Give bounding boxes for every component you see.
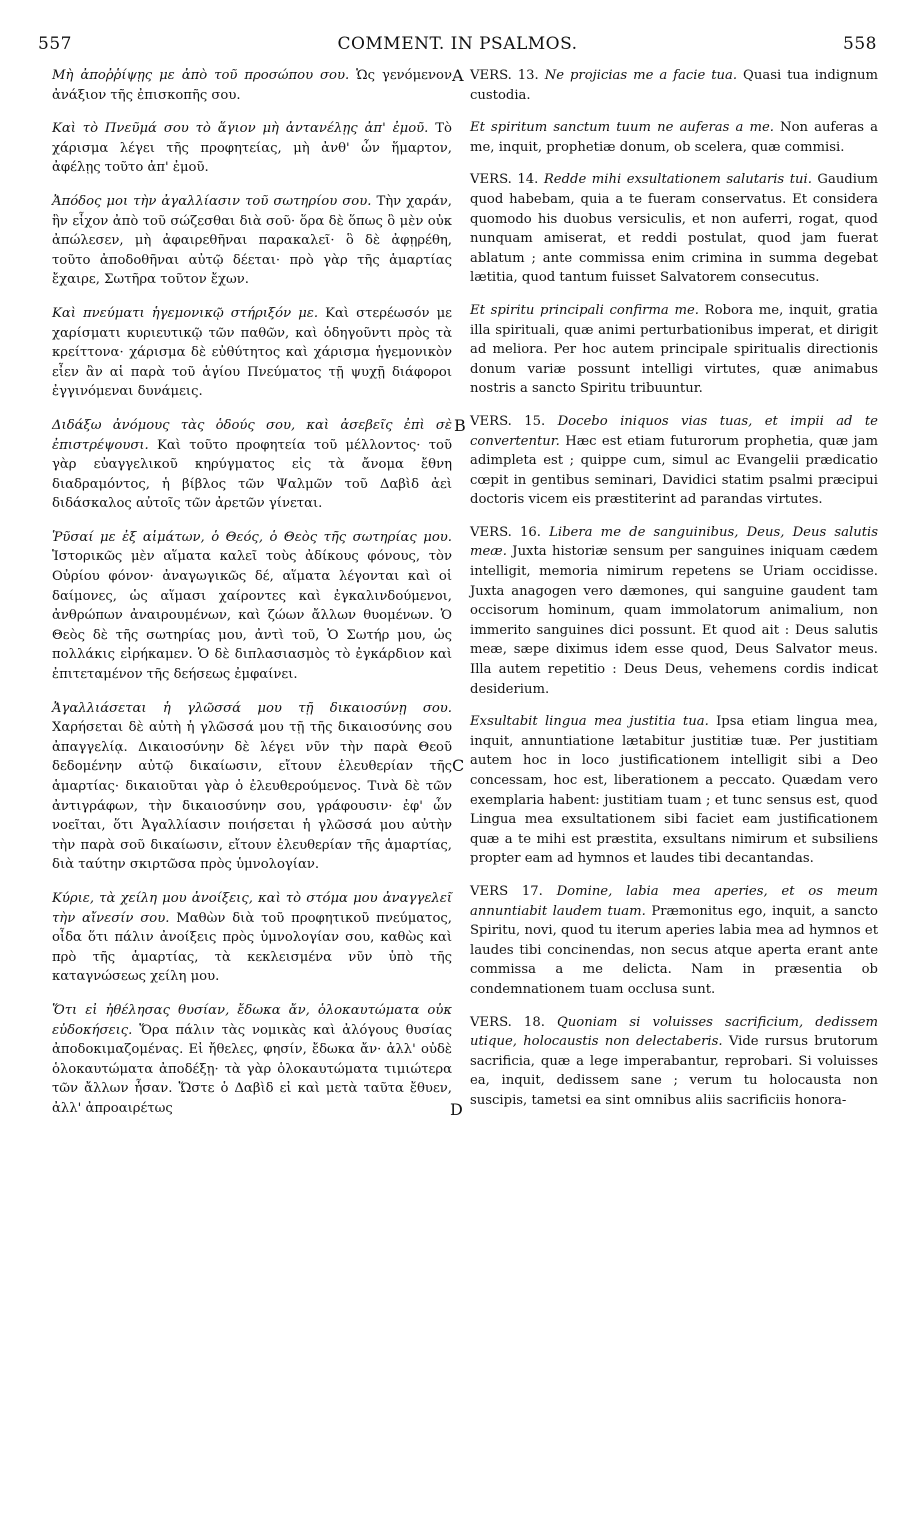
verse-number: VERS. 15. <box>470 413 546 429</box>
commentary-text: Ὡς γενόμενον ἀνάξιον τῆς ἐπισκοπῆς σου. <box>52 68 452 103</box>
latin-paragraph <box>470 1013 878 1111</box>
commentary-text: Καὶ στερέωσόν με χαρίσματι κυριευτικῷ τῶν παθῶν, καὶ ὁδηγοῦντι πρὸς τὰ κρείττονα· χάρισμα δὲ εὐθύτητος καὶ χάρισμα ἡγεμονικὸν εἶεν ἂν αἱ παρὰ τοῦ ἁγίου Πνεύματος τῇ ψυχῇ διάφοροι ἐγγινόμεναι δυνάμεις. <box>52 305 452 400</box>
verse-lemma: Docebo iniquos vias tuas, et impii ad te convertentur. <box>470 413 878 449</box>
commentary-text: Vide rursus brutorum sacrificia, quæ a lege imperabantur, reprobari. Si voluisses ea, inquit, dedissem sane ; verum tu holocausta non suscipis, tametsi ea sint omnibus aliis sacrificiis honora- <box>470 1034 878 1108</box>
latin-paragraph <box>470 712 878 869</box>
verse-number: VERS. 13. <box>470 68 539 83</box>
verse-lemma: Διδάξω ἀνόμους τὰς ὁδούς σου, καὶ ἀσεβεῖς ἐπὶ σὲ ἐπιστρέψουσι. <box>52 417 452 453</box>
greek-paragraph <box>52 66 452 105</box>
verse-lemma: Quoniam si voluisses sacrificium, dedissem utique, holocaustis non delectaberis. <box>470 1014 878 1050</box>
verse-lemma: Exsultabit lingua mea justitia tua. <box>470 714 709 730</box>
latin-paragraph <box>470 412 878 510</box>
page-header <box>38 30 877 60</box>
commentary-text: Præmonitus ego, inquit, a sancto Spiritu, novi, quod tu iterum aperies labia mea ad hymnos et laudes tibi concinendas, non secus atque aperta erant ante commissa a me delicta. Nam in præsentia ob condemnationem tuam occlusa sunt. <box>470 903 878 997</box>
page-number-right: 558 <box>843 34 877 54</box>
latin-column <box>470 66 878 1124</box>
greek-paragraph <box>52 416 452 514</box>
verse-lemma: Libera me de sanguinibus, Deus, Deus salutis meæ. <box>470 524 879 560</box>
verse-lemma: Ὅτι εἰ ἠθέλησας θυσίαν, ἔδωκα ἄν, ὁλοκαυτώματα οὐκ εὐδοκήσεις. <box>52 1002 452 1038</box>
commentary-text: Juxta historiæ sensum per sanguines iniquam cædem intelligit, memoria nimirum repetens se Uriam occidisse. Juxta anagogen vero dæmones, qui sanguine gaudent tam occisorum hominum, quam immolatorum animalium, non immerito sanguines dici possunt. Et quod ait : Deus salutis meæ, sæpe diximus idem esse quod, Deus Salvator meus. Illa autem repetitio : Deus Deus, vehemens cordis indicat desiderium. <box>470 544 878 697</box>
verse-lemma: Καὶ τὸ Πνεῦμά σου τὸ ἅγιον μὴ ἀντανέλῃς ἀπ' ἐμοῦ. <box>52 121 429 137</box>
commentary-text: Μαθὼν διὰ τοῦ προφητικοῦ πνεύματος, οἶδα ὅτι πάλιν ἀνοίξεις πρὸς ὑμνολογίαν σου, καθὼς καὶ πρὸ τῆς ἁμαρτίας, τὰ κεκλεισμένα νῦν ὑπὸ τῆς καταγνώσεως χείλη μου. <box>52 910 452 985</box>
verse-number: VERS. 14. <box>470 172 539 188</box>
commentary-text: Ἱστορικῶς μὲν αἵματα καλεῖ τοὺς ἀδίκους φόνους, τὸν Οὐρίου φόνον· ἀναγωγικῶς δέ, αἵματα λέγονται καὶ οἱ δαίμονες, ὡς αἵμασι χαίροντες καὶ ἐγκαλινδούμενοι, ἀνθρώπων ἀναιρουμένων, καὶ ζώων ἄλλων θυομένων. Ὁ Θεὸς δὲ τῆς σωτηρίας μου, ἀντὶ τοῦ, Ὁ Σωτήρ μου, ὡς πολλάκις εἰρήκαμεν. Ὁ δὲ διπλασιασμὸς τὸ ἐγκάρδιον καὶ ἐπιτεταμένον τῆς δεήσεως ἐμφαίνει. <box>52 549 452 683</box>
greek-paragraph <box>52 304 452 402</box>
commentary-text: Ὅρα πάλιν τὰς νομικὰς καὶ ἀλόγους θυσίας ἀποδοκιμαζομένας. Εἰ ἤθελες, φησίν, ἔδωκα ἄν· ἀλλ' οὐδὲ ὁλοκαυτώματα ἀποδέξῃ· τὰ γὰρ ὁλοκαυτώματα τιμιώτερα τῶν ἄλλων ἦσαν. Ὥστε ὁ Δαβὶδ εἰ καὶ μετὰ ταῦτα ἔθυεν, ἀλλ' ἀπροαιρέτως <box>52 1022 452 1116</box>
verse-lemma: Κύριε, τὰ χείλη μου ἀνοίξεις, καὶ τὸ στόμα μου ἀναγγελεῖ τὴν αἴνεσίν σου. <box>52 890 452 926</box>
verse-lemma: Ne projicias me a facie tua. <box>544 68 738 83</box>
greek-paragraph <box>52 528 452 685</box>
margin-marker-b: B <box>454 416 466 435</box>
latin-paragraph <box>470 66 878 105</box>
verse-lemma: Μὴ ἀποῤῥίψῃς με ἀπὸ τοῦ προσώπου σου. <box>52 68 350 83</box>
commentary-text: Καὶ τοῦτο προφητεία τοῦ μέλλοντος· τοῦ γὰρ εὐαγγελικοῦ κηρύγματος εἰς τὰ ἄνομα ἔθνη διαδραμόντος, ἡ βίβλος τῶν Ψαλμῶν τοῦ Δαβὶδ ἀεὶ διδάσκαλος αὐτοῖς τῶν ἀρετῶν γίνεται. <box>52 437 452 512</box>
greek-column <box>52 66 452 1133</box>
verse-lemma: Ἀπόδος μοι τὴν ἀγαλλίασιν τοῦ σωτηρίου σου. <box>52 193 372 209</box>
greek-paragraph <box>52 1001 452 1119</box>
greek-paragraph <box>52 699 452 875</box>
greek-paragraph <box>52 889 452 987</box>
verse-lemma: Et spiritu principali confirma me. <box>470 302 699 318</box>
verse-lemma: Redde mihi exsultationem salutaris tui. <box>543 172 812 188</box>
commentary-text: Χαρήσεται δὲ αὐτὴ ἡ γλῶσσά μου τῇ τῆς δικαιοσύνης σου ἀπαγγελίᾳ. Δικαιοσύνην δὲ λέγει νῦν τὴν παρὰ Θεοῦ δεδομένην αὐτῷ δικαίωσιν, εἴτουν ἐλευθερίαν τῆς ἁμαρτίας· δικαιοῦται γὰρ ὁ ἐλευθερούμενος. Τινὰ δὲ τῶν ἀντιγράφων, τὴν δικαιοσύνην σου, γράφουσιν· ἐφ' ὧν νοεῖται, ὅτι Ἀγαλλίασιν ποιήσεται ἡ γλῶσσά μου αὐτὴν τὴν παρὰ σοῦ δικαίωσιν, εἴτουν ἐλευθερίαν τῆς ἁμαρτίας, διὰ ταύτην σκιρτῶσα πρὸς ὑμνολογίαν. <box>52 720 452 873</box>
latin-paragraph <box>470 118 878 157</box>
margin-marker-c: C <box>452 756 465 775</box>
latin-paragraph <box>470 523 878 699</box>
commentary-text: Hæc est etiam futurorum prophetia, quæ jam adimpleta est ; quippe cum, simul ac Evangelii prædicatio cœpit in gentibus seminari, Davidici statim psalmi præcipui doctoris vicem eis præstiterint ad parandas virtutes. <box>470 433 878 508</box>
commentary-text: Robora me, inquit, gratia illa spirituali, quæ animi perturbationibus imperat, et dirigit ad meliora. Per hoc autem principale spiritualis directionis donum variæ possunt intelligi virtutes, quæ animabus nostris a sancto Spiritu tribuuntur. <box>470 302 878 397</box>
verse-number: VERS. 16. <box>470 524 541 540</box>
commentary-text: Quasi tua indignum custodia. <box>470 68 879 103</box>
commentary-text: Τὴν χαράν, ἣν εἶχον ἀπὸ τοῦ σώζεσθαι διὰ σοῦ· ὅρα δὲ ὅπως ὃ μὲν οὐκ ἀπώλεσεν, μὴ ἀφαιρεθῆναι παρακαλεῖ· ὃ δὲ ἀφῃρέθη, τοῦτο ἀποδοθῆναι αὐτῷ δέεται· πρὸ γὰρ τῆς ἁμαρτίας ἔχαιρε, Σωτῆρα τοῦτον ἔχων. <box>52 193 452 288</box>
latin-paragraph <box>470 301 878 399</box>
verse-lemma: Et spiritum sanctum tuum ne auferas a me. <box>470 120 774 136</box>
margin-marker-a: A <box>452 66 464 85</box>
page-number-left: 557 <box>38 34 72 54</box>
commentary-text: Gaudium quod habebam, quia a te fueram conservatus. Et considera quomodo his duobus versiculis, et non auferri, rogat, quod nunquam amiserat, et reddi postulat, quod jam fuerat ablatum ; ante commissa enim crimina in summa degebat lætitia, quod tantum fuisset Salvatorem consecutus. <box>470 172 878 286</box>
verse-number: VERS 17. <box>470 883 543 899</box>
latin-paragraph <box>470 882 878 1000</box>
verse-lemma: Ῥῦσαί με ἐξ αἱμάτων, ὁ Θεός, ὁ Θεὸς τῆς σωτηρίας μου. <box>52 529 452 545</box>
verse-number: VERS. 18. <box>470 1014 545 1030</box>
verse-lemma: Καὶ πνεύματι ἡγεμονικῷ στήριξόν με. <box>52 305 319 321</box>
margin-marker-d: D <box>450 1100 463 1119</box>
greek-paragraph <box>52 119 452 178</box>
verse-lemma: Ἀγαλλιάσεται ἡ γλῶσσά μου τῇ δικαιοσύνῃ σου. <box>52 700 452 716</box>
verse-lemma: Domine, labia mea aperies, et os meum annuntiabit laudem tuam. <box>470 883 878 919</box>
commentary-text: Non auferas a me, inquit, prophetiæ donum, ob scelera, quæ commisi. <box>470 120 878 155</box>
latin-paragraph <box>470 170 878 288</box>
greek-paragraph <box>52 192 452 290</box>
commentary-text: Τὸ χάρισμα λέγει τῆς προφητείας, μὴ ἀνθ' ὧν ἥμαρτον, ἀφέλῃς τοῦτο ἀπ' ἐμοῦ. <box>52 121 452 176</box>
commentary-text: Ipsa etiam lingua mea, inquit, annuntiatione lætabitur justitiæ tuæ. Per justitiam autem hoc in loco justificationem intelligit sibi a Deo concessam, hoc est, liberationem a peccato. Quædam vero exemplaria habent: justitiam tuam ; et tunc sensus est, quod Lingua mea exsultationem sibi faciet eam justificationem quæ a te mihi est præstita, exsultans nimirum et subsiliens propter eam ad hymnos et laudes tibi decantandas. <box>470 714 878 867</box>
running-title: COMMENT. IN PSALMOS. <box>337 34 578 54</box>
